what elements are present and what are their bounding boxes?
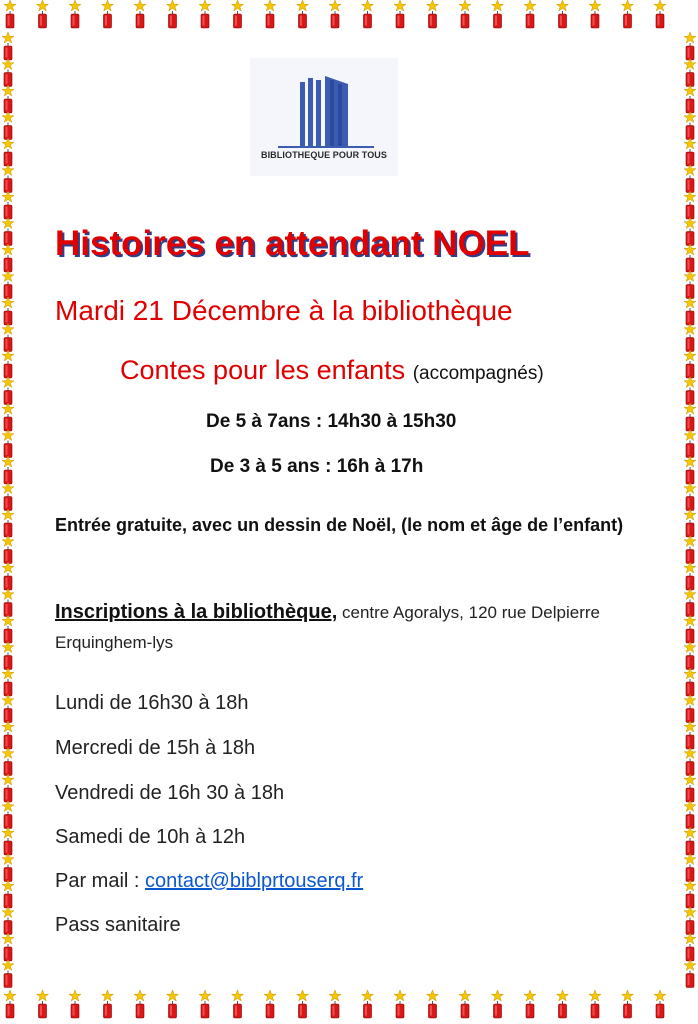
candle-icon — [264, 0, 276, 28]
candle-icon — [2, 695, 14, 723]
candle-icon — [2, 880, 14, 908]
candle-icon — [684, 32, 696, 60]
candle-icon — [134, 990, 146, 1018]
candle-icon — [622, 990, 634, 1018]
candle-icon — [684, 562, 696, 590]
hours-saturday: Samedi de 10h à 12h — [55, 826, 246, 848]
candle-icon — [684, 218, 696, 246]
candle-icon — [2, 59, 14, 87]
candle-icon — [2, 642, 14, 670]
library-logo — [250, 58, 398, 176]
candle-icon — [654, 0, 666, 28]
candle-icon — [2, 509, 14, 537]
candle-icon — [2, 774, 14, 802]
candle-icon — [684, 509, 696, 537]
candle-icon — [684, 774, 696, 802]
candle-icon — [2, 748, 14, 776]
candle-icon — [167, 990, 179, 1018]
candle-icon — [459, 0, 471, 28]
candle-icon — [492, 990, 504, 1018]
candle-icon — [264, 990, 276, 1018]
candle-icon — [654, 990, 666, 1018]
candle-icon — [2, 32, 14, 60]
hours-wednesday: Mercredi de 15h à 18h — [55, 737, 256, 759]
candle-icon — [2, 456, 14, 484]
candle-icon — [2, 350, 14, 378]
time-slot-3-5: De 3 à 5 ans : 16h à 17h — [210, 456, 424, 477]
candle-icon — [2, 960, 14, 988]
candle-icon — [232, 0, 244, 28]
candle-icon — [684, 85, 696, 113]
candle-icon — [2, 430, 14, 458]
candle-icon — [2, 668, 14, 696]
registration-info — [55, 597, 645, 658]
event-date: Mardi 21 Décembre à la bibliothèque — [55, 295, 513, 326]
candle-icon — [684, 960, 696, 988]
candle-icon — [684, 59, 696, 87]
email-link[interactable]: contact@biblprtouserq.fr — [145, 870, 364, 892]
candle-icon — [684, 324, 696, 352]
candle-icon — [684, 589, 696, 617]
candle-icon — [2, 933, 14, 961]
candle-icon — [2, 244, 14, 272]
candle-icon — [4, 0, 16, 28]
candle-icon — [684, 138, 696, 166]
contes-main: Contes pour les enfants — [120, 355, 406, 385]
candle-icon — [684, 244, 696, 272]
pass-sanitaire: Pass sanitaire — [55, 914, 181, 936]
candle-icon — [2, 324, 14, 352]
candle-icon — [2, 615, 14, 643]
candle-icon — [589, 990, 601, 1018]
entry-info: Entrée gratuite, avec un dessin de Noël, (le nom et âge de l’enfant) — [55, 515, 624, 535]
candle-icon — [329, 990, 341, 1018]
candle-icon — [684, 827, 696, 855]
candle-icon — [199, 990, 211, 1018]
candle-icon — [684, 642, 696, 670]
candle-icon — [2, 138, 14, 166]
candle-icon — [622, 0, 634, 28]
candle-icon — [102, 990, 114, 1018]
hours-friday: Vendredi de 16h 30 à 18h — [55, 782, 285, 804]
candle-icon — [684, 880, 696, 908]
contact-line — [55, 870, 363, 893]
candle-icon — [394, 990, 406, 1018]
candle-icon — [427, 0, 439, 28]
candle-icon — [2, 85, 14, 113]
candle-icon — [2, 297, 14, 325]
candle-icon — [684, 165, 696, 193]
candle-icon — [2, 854, 14, 882]
candle-icon — [557, 990, 569, 1018]
candle-icon — [2, 907, 14, 935]
candle-icon — [684, 668, 696, 696]
candle-icon — [557, 0, 569, 28]
candle-icon — [684, 721, 696, 749]
candle-icon — [102, 0, 114, 28]
candle-icon — [684, 695, 696, 723]
candle-icon — [684, 536, 696, 564]
contes-note: (accompagnés) — [412, 363, 544, 384]
candle-icon — [2, 721, 14, 749]
candle-icon — [297, 0, 309, 28]
candle-icon — [362, 990, 374, 1018]
candle-icon — [684, 350, 696, 378]
logo-caption: BIBLIOTHEQUE POUR TOUS — [260, 150, 388, 160]
candle-icon — [329, 0, 341, 28]
candle-icon — [684, 297, 696, 325]
candle-icon — [4, 990, 16, 1018]
candle-icon — [684, 456, 696, 484]
candle-icon — [2, 536, 14, 564]
candle-icon — [2, 191, 14, 219]
candle-icon — [684, 907, 696, 935]
candle-icon — [684, 933, 696, 961]
candle-icon — [684, 191, 696, 219]
candle-icon — [524, 0, 536, 28]
candle-icon — [492, 0, 504, 28]
candle-icon — [684, 615, 696, 643]
candle-icon — [684, 748, 696, 776]
candle-icon — [69, 990, 81, 1018]
candle-icon — [2, 165, 14, 193]
candle-icon — [2, 377, 14, 405]
contact-label: Par mail : — [55, 870, 140, 892]
registration-address: centre Agoralys, 120 rue Delpierre Erquinghem-lys — [55, 603, 600, 652]
candle-icon — [684, 271, 696, 299]
candle-icon — [167, 0, 179, 28]
candle-icon — [589, 0, 601, 28]
candle-icon — [37, 0, 49, 28]
candle-icon — [2, 218, 14, 246]
candle-icon — [2, 483, 14, 511]
candle-icon — [2, 589, 14, 617]
candle-icon — [2, 112, 14, 140]
candle-icon — [427, 990, 439, 1018]
candle-icon — [684, 403, 696, 431]
registration-label: Inscriptions à la bibliothèque, — [55, 601, 338, 623]
candle-icon — [394, 0, 406, 28]
candle-icon — [684, 112, 696, 140]
candle-icon — [362, 0, 374, 28]
candle-icon — [69, 0, 81, 28]
candle-icon — [684, 854, 696, 882]
time-slot-5-7: De 5 à 7ans : 14h30 à 15h30 — [206, 411, 457, 432]
candle-icon — [524, 990, 536, 1018]
contes-heading — [120, 355, 544, 386]
page-title: Histoires en attendant NOEL — [55, 224, 530, 263]
candle-icon — [232, 990, 244, 1018]
candle-icon — [297, 990, 309, 1018]
candle-icon — [684, 801, 696, 829]
candle-icon — [2, 403, 14, 431]
candle-icon — [2, 801, 14, 829]
candle-icon — [684, 377, 696, 405]
candle-icon — [199, 0, 211, 28]
hours-monday: Lundi de 16h30 à 18h — [55, 692, 249, 714]
candle-icon — [684, 430, 696, 458]
candle-icon — [2, 271, 14, 299]
candle-icon — [2, 562, 14, 590]
candle-icon — [37, 990, 49, 1018]
candle-icon — [134, 0, 146, 28]
candle-icon — [2, 827, 14, 855]
candle-icon — [459, 990, 471, 1018]
candle-icon — [684, 483, 696, 511]
